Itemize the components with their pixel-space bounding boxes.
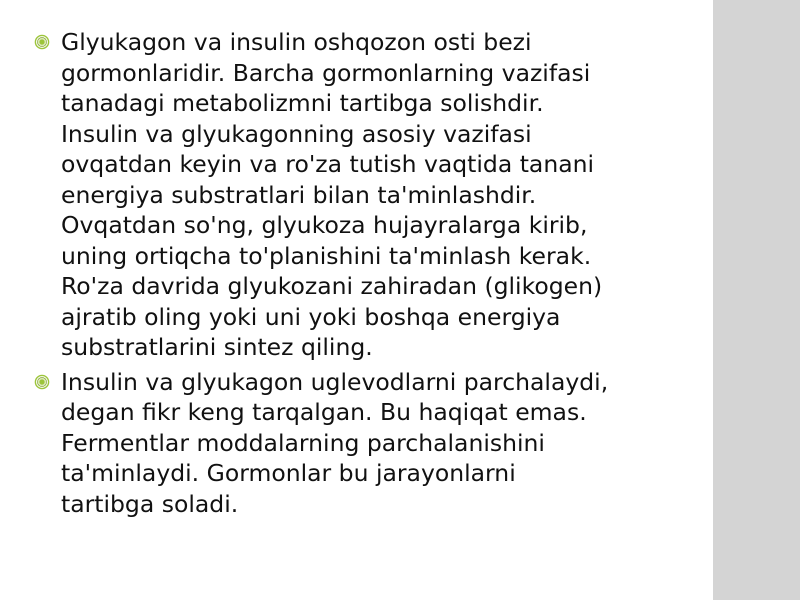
circle-bullet-icon xyxy=(34,374,50,390)
text-line: tanadagi metabolizmni tartibga solishdir. xyxy=(61,89,544,117)
slide-body xyxy=(32,27,712,523)
bullet-item xyxy=(32,367,712,520)
text-line: gormonlaridir. Barcha gormonlarning vazifasi xyxy=(61,58,591,87)
text-line: tartibga soladi. xyxy=(61,489,239,518)
text-line: uning ortiqcha to'planishini ta'minlash kerak. xyxy=(61,241,592,270)
text-line: ajratib oling yoki uni yoki boshqa energiya xyxy=(61,302,561,331)
text-line: substratlarini sintez qiling. xyxy=(61,333,373,361)
text-line: energiya substratlari bilan ta'minlashdir. xyxy=(61,180,537,209)
text-line: degan fikr keng tarqalgan. Bu haqiqat emas. xyxy=(61,398,587,426)
text-line: Fermentlar moddalarning parchalanishini xyxy=(61,428,545,457)
text-line: ta'minlaydi. Gormonlar bu jarayonlarni xyxy=(61,459,516,487)
bullet-item xyxy=(32,27,712,363)
text-line: Glyukagon va insulin oshqozon osti bezi xyxy=(61,28,532,56)
side-band xyxy=(713,0,800,600)
bullet-text xyxy=(61,27,712,363)
text-line: Ro'za davrida glyukozani zahiradan (glikogen) xyxy=(61,272,603,300)
text-line: Ovqatdan so'ng, glyukoza hujayralarga kirib, xyxy=(61,211,588,239)
circle-bullet-icon xyxy=(34,34,50,50)
text-line: ovqatdan keyin va ro'za tutish vaqtida tanani xyxy=(61,150,595,178)
text-line: Insulin va glyukagon uglevodlarni parchalaydi, xyxy=(61,367,609,396)
text-line: Insulin va glyukagonning asosiy vazifasi xyxy=(61,119,532,148)
bullet-text xyxy=(61,367,712,520)
